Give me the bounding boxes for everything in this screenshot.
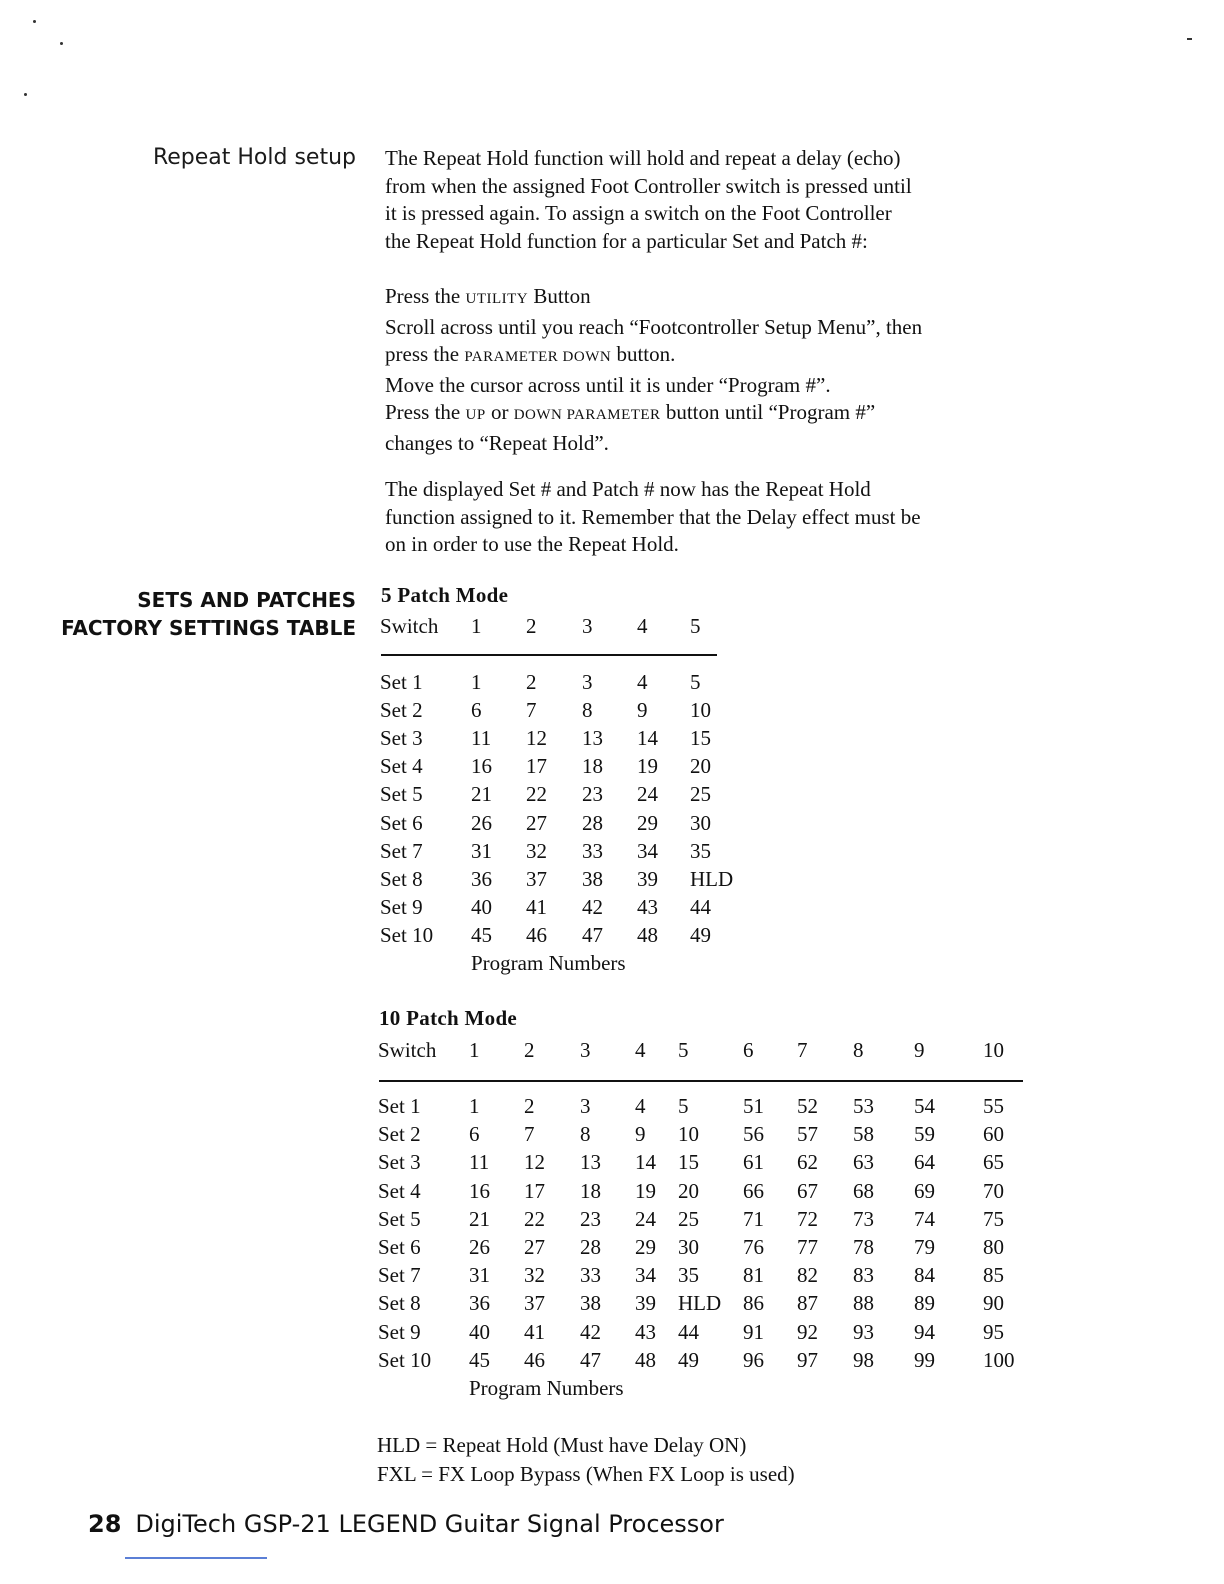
- ten-patch-mode-title: 10 Patch Mode: [379, 1006, 518, 1030]
- closing-line: on in order to use the Repeat Hold.: [385, 532, 679, 556]
- program-number-cell: 81: [743, 1263, 764, 1288]
- program-number-cell: 95: [983, 1319, 1004, 1344]
- parameter-down-key: PARAMETER DOWN: [464, 349, 612, 365]
- program-number-cell: 6: [469, 1122, 480, 1147]
- switch-label: Switch: [378, 1038, 437, 1062]
- repeat-hold-intro: [385, 145, 1085, 255]
- intro-line: it is pressed again. To assign a switch on the Foot Controller: [385, 201, 892, 225]
- program-number-cell: 31: [471, 838, 492, 863]
- program-number-cell: 77: [797, 1235, 818, 1259]
- program-number-cell: 45: [469, 1347, 490, 1372]
- step-line: Press the UTILITY Button: [385, 284, 591, 308]
- program-number-cell: 15: [690, 726, 711, 751]
- program-number-cell: 62: [797, 1150, 818, 1175]
- program-number-cell: 14: [637, 726, 658, 751]
- set-label: Set 9: [378, 1319, 421, 1344]
- program-number-cell: 29: [635, 1235, 656, 1259]
- program-number-cell: 59: [914, 1122, 935, 1147]
- program-number-cell: 10: [690, 698, 711, 723]
- program-number-cell: 7: [524, 1122, 535, 1147]
- program-number-cell: 64: [914, 1150, 935, 1175]
- program-number-cell: 5: [678, 1094, 689, 1118]
- scan-speck: [1187, 38, 1192, 40]
- program-number-cell: 93: [853, 1319, 874, 1344]
- page-number: 28: [88, 1510, 122, 1538]
- program-number-cell: 11: [471, 726, 492, 751]
- program-number-cell: 57: [797, 1122, 818, 1147]
- program-number-cell: 9: [635, 1122, 646, 1147]
- program-number-cell: 27: [524, 1235, 545, 1259]
- set-label: Set 3: [378, 1150, 421, 1175]
- program-number-cell: 97: [797, 1347, 818, 1372]
- program-number-cell: 7: [526, 698, 537, 723]
- program-number-cell: 1: [471, 670, 482, 694]
- program-numbers-label: Program Numbers: [471, 951, 626, 975]
- switch-number: 4: [635, 1038, 646, 1062]
- program-number-cell: 84: [914, 1263, 935, 1288]
- scan-speck: [33, 20, 36, 23]
- program-number-cell: 9: [637, 698, 648, 723]
- program-number-cell: 86: [743, 1291, 764, 1316]
- program-number-cell: 23: [582, 782, 603, 807]
- program-number-cell: 99: [914, 1347, 935, 1372]
- program-number-cell: 17: [526, 754, 547, 779]
- program-number-cell: 12: [524, 1150, 545, 1175]
- switch-number: 1: [469, 1038, 480, 1062]
- program-number-cell: 45: [471, 922, 492, 947]
- intro-line: from when the assigned Foot Controller switch is pressed until: [385, 173, 912, 198]
- program-number-cell: 71: [743, 1206, 764, 1231]
- program-number-cell: 87: [797, 1291, 818, 1316]
- program-number-cell: 33: [582, 838, 603, 863]
- sets-and-patches-heading: SETS AND PATCHES: [137, 588, 356, 612]
- program-number-cell: 41: [524, 1319, 545, 1344]
- program-number-cell: 68: [853, 1178, 874, 1203]
- set-label: Set 7: [378, 1263, 421, 1288]
- program-number-cell: 46: [526, 922, 547, 947]
- program-number-cell: 72: [797, 1206, 818, 1231]
- program-number-cell: 94: [914, 1319, 935, 1344]
- footer-title: DigiTech GSP-21 LEGEND Guitar Signal Processor: [135, 1510, 724, 1538]
- program-number-cell: 3: [582, 670, 593, 694]
- program-number-cell: 11: [469, 1150, 490, 1175]
- set-label: Set 3: [380, 726, 423, 751]
- program-number-cell: 24: [637, 782, 658, 807]
- program-number-cell: 69: [914, 1178, 935, 1203]
- table-rule: [379, 1080, 1023, 1082]
- program-number-cell: 23: [580, 1206, 601, 1231]
- program-number-cell: 53: [853, 1094, 874, 1118]
- program-number-cell: 48: [635, 1347, 656, 1372]
- program-number-cell: 67: [797, 1178, 818, 1203]
- set-label: Set 6: [380, 810, 423, 835]
- switch-number: 5: [690, 614, 701, 638]
- switch-number: 3: [582, 614, 593, 638]
- program-number-cell: 48: [637, 922, 658, 947]
- switch-number: 9: [914, 1038, 925, 1062]
- program-number-cell: 40: [471, 894, 492, 919]
- program-number-cell: 52: [797, 1094, 818, 1118]
- program-number-cell: 49: [678, 1347, 699, 1372]
- program-number-cell: 12: [526, 726, 547, 751]
- program-number-cell: 58: [853, 1122, 874, 1147]
- program-number-cell: 20: [690, 754, 711, 779]
- program-number-cell: 65: [983, 1150, 1004, 1175]
- program-number-cell: 13: [582, 726, 603, 751]
- program-number-cell: 22: [524, 1206, 545, 1231]
- set-label: Set 5: [378, 1206, 421, 1231]
- program-number-cell: 79: [914, 1235, 935, 1259]
- program-number-cell: 83: [853, 1263, 874, 1288]
- program-number-cell: 43: [635, 1319, 656, 1344]
- program-number-cell: 44: [690, 894, 711, 919]
- set-label: Set 4: [380, 754, 423, 779]
- factory-settings-table-heading: FACTORY SETTINGS TABLE: [61, 616, 356, 640]
- program-number-cell: 91: [743, 1319, 764, 1344]
- program-number-cell: 24: [635, 1206, 656, 1231]
- switch-number: 2: [526, 614, 537, 638]
- program-number-cell: 31: [469, 1263, 490, 1288]
- program-number-cell: 34: [635, 1263, 656, 1288]
- switch-number: 2: [524, 1038, 535, 1062]
- page-footer: [88, 1510, 724, 1538]
- program-number-cell: 76: [743, 1235, 764, 1259]
- utility-key: UTILITY: [465, 291, 529, 307]
- program-number-cell: HLD: [690, 866, 734, 891]
- switch-number: 10: [983, 1038, 1004, 1062]
- step-line: changes to “Repeat Hold”.: [385, 430, 609, 455]
- program-number-cell: 2: [524, 1094, 535, 1118]
- legend: [377, 1431, 795, 1489]
- program-number-cell: 27: [526, 810, 547, 835]
- program-number-cell: 60: [983, 1122, 1004, 1147]
- program-number-cell: 25: [678, 1206, 699, 1231]
- program-number-cell: 63: [853, 1150, 874, 1175]
- program-number-cell: 19: [635, 1178, 656, 1203]
- program-number-cell: 28: [580, 1235, 601, 1259]
- program-number-cell: 16: [469, 1178, 490, 1203]
- program-number-cell: 14: [635, 1150, 656, 1175]
- program-number-cell: 51: [743, 1094, 764, 1118]
- program-number-cell: 42: [580, 1319, 601, 1344]
- program-number-cell: 8: [580, 1122, 591, 1147]
- program-number-cell: 43: [637, 894, 658, 919]
- step-line: Scroll across until you reach “Footcontroller Setup Menu”, then: [385, 314, 923, 339]
- program-number-cell: 61: [743, 1150, 764, 1175]
- program-number-cell: 36: [469, 1291, 490, 1316]
- program-number-cell: 49: [690, 922, 711, 947]
- repeat-hold-steps: [385, 283, 1085, 457]
- program-number-cell: 2: [526, 670, 537, 694]
- set-label: Set 8: [380, 866, 423, 891]
- set-label: Set 7: [380, 838, 423, 863]
- program-number-cell: 89: [914, 1291, 935, 1316]
- switch-number: 3: [580, 1038, 591, 1062]
- table-rule: [381, 654, 717, 656]
- program-number-cell: 21: [471, 782, 492, 807]
- set-label: Set 2: [380, 698, 423, 723]
- scan-speck: [24, 93, 27, 96]
- five-patch-mode-title: 5 Patch Mode: [381, 583, 509, 607]
- program-number-cell: 35: [678, 1263, 699, 1288]
- repeat-hold-closing: [385, 476, 1085, 559]
- switch-number: 5: [678, 1038, 689, 1062]
- program-number-cell: 54: [914, 1094, 935, 1118]
- set-label: Set 6: [378, 1235, 421, 1259]
- program-number-cell: 26: [469, 1235, 490, 1259]
- program-number-cell: 38: [582, 866, 603, 891]
- set-label: Set 1: [380, 670, 423, 694]
- program-number-cell: 37: [524, 1291, 545, 1316]
- set-label: Set 10: [380, 922, 434, 947]
- program-number-cell: HLD: [678, 1291, 722, 1316]
- program-number-cell: 75: [983, 1206, 1004, 1231]
- program-numbers-label: Program Numbers: [469, 1376, 624, 1400]
- up-key: UP: [465, 407, 486, 423]
- program-number-cell: 42: [582, 894, 603, 919]
- program-number-cell: 73: [853, 1206, 874, 1231]
- repeat-hold-heading: Repeat Hold setup: [152, 145, 356, 170]
- program-number-cell: 33: [580, 1263, 601, 1288]
- program-number-cell: 32: [526, 838, 547, 863]
- step-line: press the PARAMETER DOWN button.: [385, 342, 676, 366]
- set-label: Set 9: [380, 894, 423, 919]
- program-number-cell: 19: [637, 754, 658, 779]
- program-number-cell: 74: [914, 1206, 935, 1231]
- program-number-cell: 39: [635, 1291, 656, 1316]
- program-number-cell: 40: [469, 1319, 490, 1344]
- set-label: Set 10: [378, 1347, 432, 1372]
- intro-line: The Repeat Hold function will hold and repeat a delay (echo): [385, 146, 901, 170]
- switch-number: 7: [797, 1038, 808, 1062]
- intro-line: the Repeat Hold function for a particular Set and Patch #:: [385, 228, 868, 253]
- program-number-cell: 37: [526, 866, 547, 891]
- program-number-cell: 98: [853, 1347, 874, 1372]
- closing-line: function assigned to it. Remember that the Delay effect must be: [385, 504, 921, 529]
- program-number-cell: 4: [637, 670, 648, 694]
- program-number-cell: 36: [471, 866, 492, 891]
- set-label: Set 2: [378, 1122, 421, 1147]
- switch-number: 4: [637, 614, 648, 638]
- set-label: Set 5: [380, 782, 423, 807]
- scan-speck: [60, 42, 63, 45]
- program-number-cell: 39: [637, 866, 658, 891]
- program-number-cell: 28: [582, 810, 603, 835]
- step-line: Move the cursor across until it is under “Program #”.: [385, 372, 831, 397]
- program-number-cell: 46: [524, 1347, 545, 1372]
- set-label: Set 8: [378, 1291, 421, 1316]
- program-number-cell: 78: [853, 1235, 874, 1259]
- program-number-cell: 35: [690, 838, 711, 863]
- switch-number: 8: [853, 1038, 864, 1062]
- program-number-cell: 90: [983, 1291, 1004, 1316]
- program-number-cell: 55: [983, 1094, 1004, 1118]
- program-number-cell: 38: [580, 1291, 601, 1316]
- legend-fxl: FXL = FX Loop Bypass (When FX Loop is used): [377, 1462, 795, 1486]
- program-number-cell: 66: [743, 1178, 764, 1203]
- program-number-cell: 34: [637, 838, 658, 863]
- program-number-cell: 44: [678, 1319, 699, 1344]
- program-number-cell: 21: [469, 1206, 490, 1231]
- program-number-cell: 41: [526, 894, 547, 919]
- program-number-cell: 8: [582, 698, 593, 723]
- program-number-cell: 18: [582, 754, 603, 779]
- legend-hld: HLD = Repeat Hold (Must have Delay ON): [377, 1433, 747, 1457]
- program-number-cell: 70: [983, 1178, 1004, 1203]
- set-label: Set 1: [378, 1094, 421, 1118]
- program-number-cell: 56: [743, 1122, 764, 1147]
- down-parameter-key: DOWN PARAMETER: [513, 407, 661, 423]
- program-number-cell: 26: [471, 810, 492, 835]
- program-number-cell: 100: [983, 1347, 1015, 1372]
- program-number-cell: 85: [983, 1263, 1004, 1288]
- program-number-cell: 29: [637, 810, 658, 835]
- program-number-cell: 13: [580, 1150, 601, 1175]
- program-number-cell: 47: [580, 1347, 601, 1372]
- program-number-cell: 22: [526, 782, 547, 807]
- program-number-cell: 4: [635, 1094, 646, 1118]
- program-number-cell: 15: [678, 1150, 699, 1175]
- program-number-cell: 16: [471, 754, 492, 779]
- program-number-cell: 30: [678, 1235, 699, 1259]
- program-number-cell: 82: [797, 1263, 818, 1288]
- switch-number: 6: [743, 1038, 754, 1062]
- program-number-cell: 80: [983, 1235, 1004, 1259]
- program-number-cell: 88: [853, 1291, 874, 1316]
- switch-number: 1: [471, 614, 482, 638]
- program-number-cell: 1: [469, 1094, 480, 1118]
- step-line: Press the UP or DOWN PARAMETER button until “Program #”: [385, 400, 876, 424]
- program-number-cell: 10: [678, 1122, 699, 1147]
- program-number-cell: 32: [524, 1263, 545, 1288]
- program-number-cell: 20: [678, 1178, 699, 1203]
- program-number-cell: 92: [797, 1319, 818, 1344]
- set-label: Set 4: [378, 1178, 421, 1203]
- footer-rule: [125, 1557, 267, 1559]
- program-number-cell: 25: [690, 782, 711, 807]
- program-number-cell: 3: [580, 1094, 591, 1118]
- switch-label: Switch: [380, 614, 439, 638]
- program-number-cell: 30: [690, 810, 711, 835]
- closing-line: The displayed Set # and Patch # now has the Repeat Hold: [385, 477, 871, 501]
- program-number-cell: 18: [580, 1178, 601, 1203]
- program-number-cell: 6: [471, 698, 482, 723]
- program-number-cell: 47: [582, 922, 603, 947]
- program-number-cell: 5: [690, 670, 701, 694]
- program-number-cell: 17: [524, 1178, 545, 1203]
- program-number-cell: 96: [743, 1347, 764, 1372]
